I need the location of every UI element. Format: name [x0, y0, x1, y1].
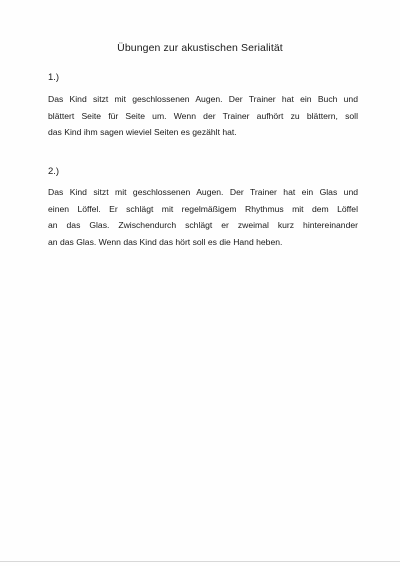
section-2-label: 2.) [48, 166, 60, 177]
section-1-label: 1.) [48, 72, 60, 83]
section-2-line-4: an das Glas. Wenn das Kind das hört soll es die Hand heben. [48, 236, 283, 247]
section-2-paragraph [48, 184, 358, 250]
document-title: Übungen zur akustischen Serialität [117, 42, 283, 54]
section-1-paragraph [48, 91, 358, 141]
section-2-line-2: einen Löffel. Er schlägt mit regelmäßigem Rhythmus mit dem Löffel [48, 203, 358, 214]
page-bottom-edge [0, 561, 400, 562]
section-1-line-2: blättert Seite für Seite um. Wenn der Trainer aufhört zu blättern, soll [48, 110, 358, 121]
section-2-line-3: an das Glas. Zwischendurch schlägt er zweimal kurz hintereinander [48, 220, 358, 230]
section-1-line-3: das Kind ihm sagen wieviel Seiten es gezählt hat. [48, 127, 237, 137]
section-2-line-1: Das Kind sitzt mit geschlossenen Augen. Der Trainer hat ein Glas und [48, 187, 358, 197]
section-1-line-1: Das Kind sitzt mit geschlossenen Augen. Der Trainer hat ein Buch und [48, 94, 358, 104]
